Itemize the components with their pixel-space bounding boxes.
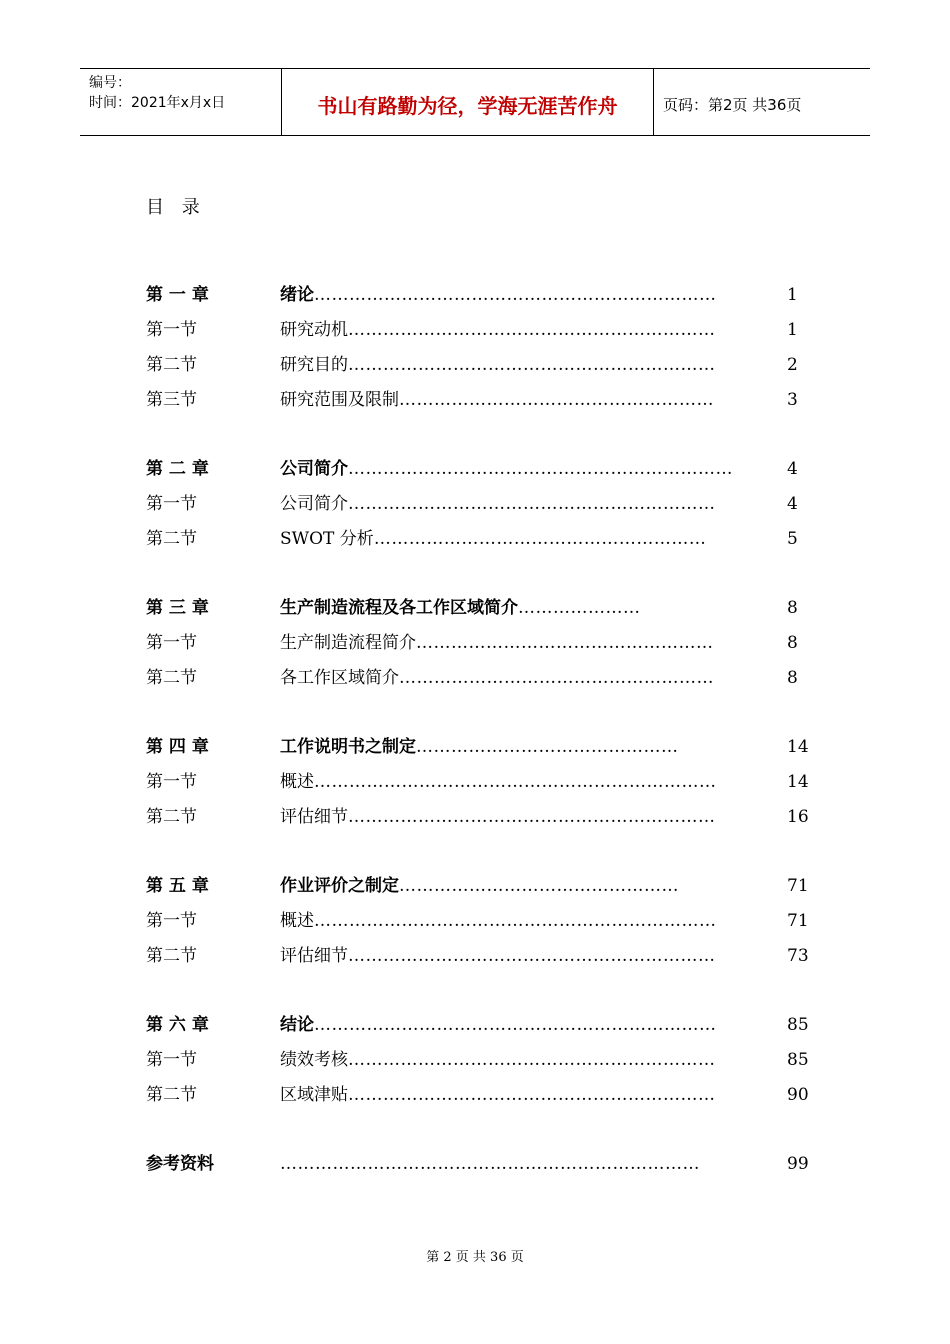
toc-section-label: 第一节 xyxy=(146,494,197,514)
toc-spacer xyxy=(146,558,826,592)
toc-section[interactable] xyxy=(146,384,826,419)
toc-section[interactable] xyxy=(146,1079,826,1114)
toc-chapter-title: 工作说明书之制定 xyxy=(280,737,416,757)
toc-leader-dots: …………………………………………………………… xyxy=(314,285,717,305)
toc-section[interactable] xyxy=(146,766,826,801)
toc-page-number: 3 xyxy=(787,390,798,410)
header-meta xyxy=(80,69,282,135)
toc-section-label: 第一节 xyxy=(146,772,197,792)
toc-chapter[interactable] xyxy=(146,731,826,766)
toc-leader-dots: ……………………………………………………… xyxy=(348,320,716,340)
toc-page-number: 73 xyxy=(787,946,809,966)
toc-leader-dots: ……………………………………………………… xyxy=(348,494,716,514)
toc-section-label: 第一节 xyxy=(146,633,197,653)
toc-chapter-label: 第 五 章 xyxy=(146,876,209,896)
toc-page-number: 4 xyxy=(787,459,798,479)
toc-section[interactable] xyxy=(146,627,826,662)
toc-section-label: 第二节 xyxy=(146,355,197,375)
toc-section-label: 第二节 xyxy=(146,946,197,966)
toc-spacer xyxy=(146,975,826,1009)
toc-page-number: 71 xyxy=(787,911,809,931)
toc-leader-dots: ……………………………………………… xyxy=(399,390,714,410)
toc-section[interactable] xyxy=(146,523,826,558)
toc-page-number: 5 xyxy=(787,529,798,549)
toc-chapter-title: 公司简介 xyxy=(280,459,348,479)
toc-page-number: 71 xyxy=(787,876,809,896)
toc-title: 目 录 xyxy=(146,197,206,218)
toc-references[interactable] xyxy=(146,1148,826,1183)
toc-section-title: 公司简介 xyxy=(280,494,348,514)
toc-leader-dots: ……………………………………………………… xyxy=(348,355,716,375)
toc-leader-dots: ………………………………………………… xyxy=(373,529,707,549)
toc-leader-dots: ……………………………………………………………… xyxy=(280,1154,700,1174)
toc-section-title: 绩效考核 xyxy=(280,1050,348,1070)
toc-chapter-title: 结论 xyxy=(280,1015,314,1035)
header-number-label: 编号： xyxy=(89,75,131,91)
toc-section-label: 第三节 xyxy=(146,390,197,410)
header-page-info: 页码：第2页 共36页 xyxy=(663,95,802,114)
toc-section-title: 研究动机 xyxy=(280,320,348,340)
toc-chapter[interactable] xyxy=(146,1009,826,1044)
toc-leader-dots: ……………………………………………… xyxy=(399,668,714,688)
toc-page-number: 85 xyxy=(787,1050,809,1070)
toc-page-number: 2 xyxy=(787,355,798,375)
toc-page-number: 8 xyxy=(787,668,798,688)
toc-chapter-title: 生产制造流程及各工作区域简介 xyxy=(280,598,518,618)
toc-page-number: 4 xyxy=(787,494,798,514)
toc-leader-dots: ……………………………………………………… xyxy=(348,946,716,966)
toc-page-number: 14 xyxy=(787,772,809,792)
toc-section-label: 第二节 xyxy=(146,1085,197,1105)
toc-leader-dots: ………………… xyxy=(518,598,641,618)
toc-section[interactable] xyxy=(146,349,826,384)
toc-chapter[interactable] xyxy=(146,453,826,488)
toc-spacer xyxy=(146,836,826,870)
toc-chapter[interactable] xyxy=(146,870,826,905)
toc-spacer xyxy=(146,697,826,731)
toc-page-number: 99 xyxy=(787,1154,809,1174)
toc-leader-dots: ……………………………………………………… xyxy=(348,1085,716,1105)
toc-page-number: 1 xyxy=(787,285,798,305)
toc-chapter[interactable] xyxy=(146,592,826,627)
toc-leader-dots: ……………………………………………………… xyxy=(348,1050,716,1070)
toc-section-title: SWOT 分析 xyxy=(280,529,374,549)
toc-leader-dots: ………………………………………………………… xyxy=(348,459,733,479)
toc-section-title: 概述 xyxy=(280,911,314,931)
toc-chapter-label: 第 三 章 xyxy=(146,598,209,618)
toc-leader-dots: …………………………………………………………… xyxy=(314,772,717,792)
toc-section[interactable] xyxy=(146,940,826,975)
toc-section[interactable] xyxy=(146,488,826,523)
toc-spacer xyxy=(146,419,826,453)
toc-leader-dots: ……………………………………… xyxy=(416,737,679,757)
toc-page-number: 90 xyxy=(787,1085,809,1105)
toc-chapter-label: 第 六 章 xyxy=(146,1015,209,1035)
toc-page-number: 1 xyxy=(787,320,798,340)
toc-chapter-label: 第 二 章 xyxy=(146,459,209,479)
toc-references-label: 参考资料 xyxy=(146,1154,214,1174)
toc-section-label: 第一节 xyxy=(146,320,197,340)
page-header xyxy=(80,68,870,136)
toc-section[interactable] xyxy=(146,314,826,349)
toc-leader-dots: ……………………………………………………… xyxy=(348,807,716,827)
toc-spacer xyxy=(146,1114,826,1148)
toc-section-label: 第一节 xyxy=(146,911,197,931)
toc-chapter-title: 绪论 xyxy=(280,285,314,305)
table-of-contents xyxy=(146,279,826,1183)
toc-section-title: 研究范围及限制 xyxy=(280,390,399,410)
toc-section-title: 评估细节 xyxy=(280,807,348,827)
toc-page-number: 16 xyxy=(787,807,809,827)
toc-section-label: 第一节 xyxy=(146,1050,197,1070)
toc-page-number: 8 xyxy=(787,598,798,618)
toc-leader-dots: …………………………………………………………… xyxy=(314,1015,717,1035)
toc-section-label: 第二节 xyxy=(146,668,197,688)
toc-chapter[interactable] xyxy=(146,279,826,314)
toc-section[interactable] xyxy=(146,1044,826,1079)
header-date: 时间：2021年x月x日 xyxy=(89,95,226,111)
toc-section-title: 各工作区域简介 xyxy=(280,668,399,688)
toc-leader-dots: …………………………………………………………… xyxy=(314,911,717,931)
toc-section[interactable] xyxy=(146,905,826,940)
toc-section[interactable] xyxy=(146,662,826,697)
toc-chapter-title: 作业评价之制定 xyxy=(280,876,399,896)
toc-leader-dots: ………………………………………… xyxy=(399,876,679,896)
toc-section-title: 概述 xyxy=(280,772,314,792)
toc-page-number: 85 xyxy=(787,1015,809,1035)
toc-section-label: 第二节 xyxy=(146,529,197,549)
toc-chapter-label: 第 四 章 xyxy=(146,737,209,757)
toc-leader-dots: …………………………………………… xyxy=(416,633,714,653)
toc-page-number: 14 xyxy=(787,737,809,757)
toc-page-number: 8 xyxy=(787,633,798,653)
toc-section-title: 评估细节 xyxy=(280,946,348,966)
toc-section-label: 第二节 xyxy=(146,807,197,827)
toc-section[interactable] xyxy=(146,801,826,836)
toc-section-title: 生产制造流程简介 xyxy=(280,633,416,653)
toc-chapter-label: 第 一 章 xyxy=(146,285,209,305)
toc-section-title: 研究目的 xyxy=(280,355,348,375)
header-slogan: 书山有路勤为径，学海无涯苦作舟 xyxy=(282,69,654,135)
page-footer: 第 2 页 共 36 页 xyxy=(426,1250,524,1265)
toc-section-title: 区域津贴 xyxy=(280,1085,348,1105)
